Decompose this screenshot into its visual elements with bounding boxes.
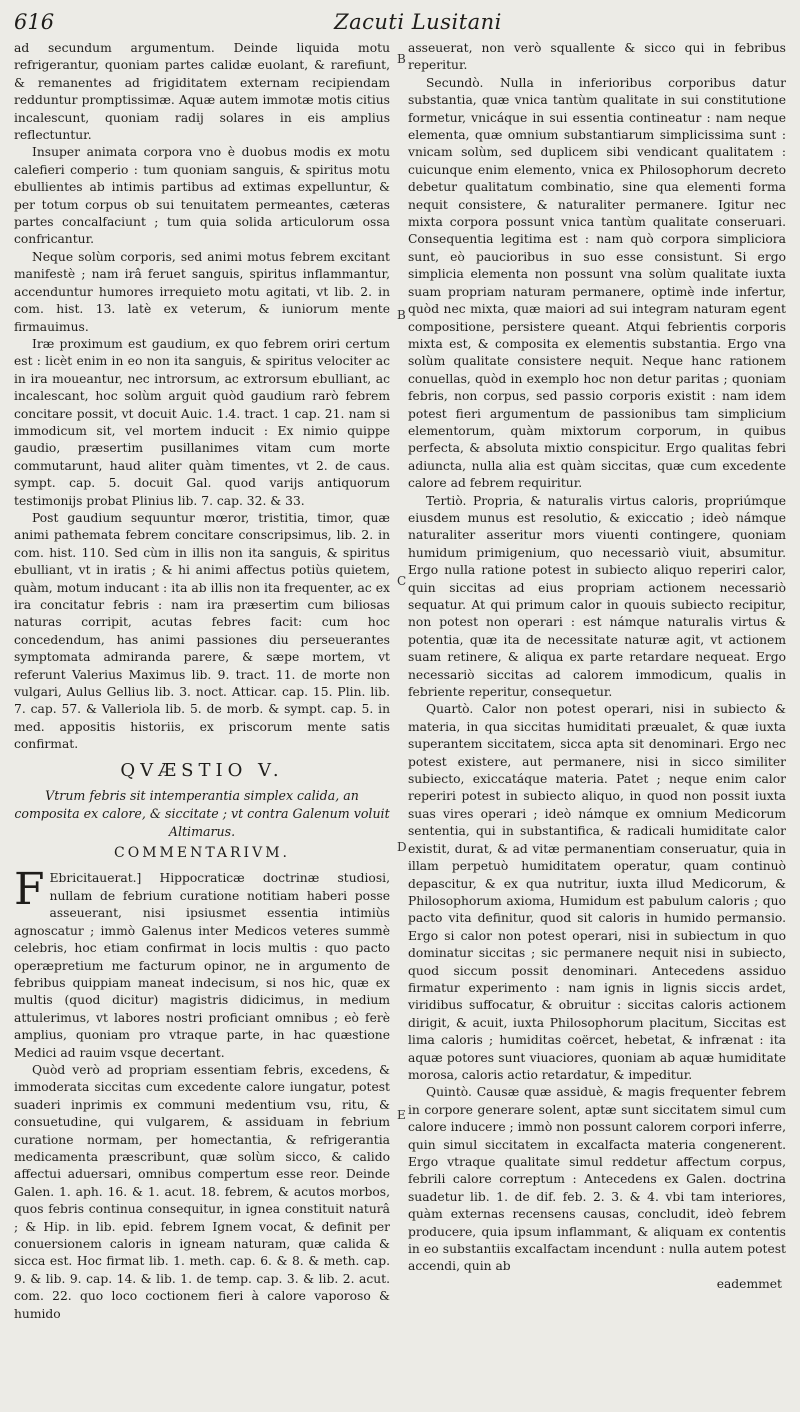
page-number: 616 xyxy=(14,10,55,34)
margin-letter: E xyxy=(397,1108,406,1122)
margin-letter: D xyxy=(397,840,407,854)
paragraph: Neque solùm corporis, sed animi motus febrem excitant manifestè ; nam irâ feruet sanguis, spiritus inflammantur, accenduntur humores irrequieto motu agitati, vt lib. 2. in com. hist. 13. latè ex veterum, & iuniorum mente firmauimus. xyxy=(14,249,390,334)
left-column xyxy=(14,40,390,1323)
paragraph-text: Ebricitauerat.] Hippocraticæ doctrinæ studiosi, nullam de febrium curatione notitiam haberi posse asseuerant, nisi ipsiusmet essentia intimiùs agnoscatur ; immò Galenus inter Medicos veteres summè celebris, hoc etiam confirmat in locis multis : quo pacto operæpretium me facturum opinor, ne in argumento de febribus quippiam maneat indecisum, si nos hic, quæ ex multis (quod dicitur) magistris didicimus, in medium attulerimus, vt labores nostri proficiant omnibus ; eò ferè amplius, quoniam pro vtraque parte, in hac quæstione Medici ad rauim vsque decertant. xyxy=(14,871,390,1060)
question-title: QVÆSTIO V. xyxy=(120,759,284,781)
commentary-first-paragraph xyxy=(14,864,390,1061)
paragraph: Tertiò. Propria, & naturalis virtus caloris, propriúmque eiusdem munus est resolutio, & exiccatio ; ideò námque naturaliter asseritur mors viuenti contingere, quoniam humidum primigenium, quo necessariò viuit, absumitur. Ergo nulla ratione potest in subiecto aliquo reperiri calor, quin siccitas ad eius propriam actionem necessariò sequatur. At qui primum calor in quouis subiecto recipitur, non potest non operari : est námque naturalis virtus & potentia, quæ ita de necessitate naturæ agit, vt actionem suam retinere, & aliqua ex parte retardare nequeat. Ergo necessariò siccitas ad calorem immodicum, qualis in febriente reperitur, consequetur. xyxy=(408,493,786,700)
running-title: Zacuti Lusitani xyxy=(334,10,502,34)
paragraph: Secundò. Nulla in inferioribus corporibus datur substantia, quæ vnica tantùm qualitate in sui constitutione formetur, vnicáque in sui essentia contineatur : nam neque elementa, quæ omnium substantiarum simplicissima sunt : vnicam solùm, sed duplicem sibi vendicant qualitatem : cuicunque enim elemento, vnica ex Philosophorum decreto debetur qualitatum combinatio, sine qua elementi forma nequit consistere, & naturaliter permanere. Igitur nec mixta corpora possunt vnica tantùm qualitate conseruari. Consequentia legitima est : nam quò corpora simpliciora sunt, eò paucioribus in suo esse consistunt. Si ergo simplicia elementa non possunt vna solùm qualitate iuxta suam propriam naturam permanere, optimè inde infertur, quòd nec mixta, quæ maiori ad sui integram naturam egent compositione, persistere queant. Atqui febrientis corporis mixta est, & composita ex elementis substantia. Ergo vna solùm qualitate consistere nequit. Neque hanc rationem conuellas, quòd in exemplo hoc non detur paritas ; quoniam febris, non corpus, sed passio corporis existit : nam idem potest fieri argumentum de passionibus tam simplicium elementorum, quàm mixtorum corporum, in quibus perfecta, & absoluta mixtio conspicitur. Ergo qualitas febri adiuncta, nulla alia est quàm siccitas, quæ cum excedente calore ad febrem requiritur. xyxy=(408,75,786,491)
margin-letter: B xyxy=(397,308,406,322)
paragraph: ad secundum argumentum. Deinde liquida motu refrigerantur, quoniam partes calidæ euolant, & rarefiunt, & remanentes ad frigiditatem externam recipiendam redduntur promptissimæ. Aquæ autem immotæ motis citius incalescunt, quoniam radij solares in eis amplius reflectuntur. xyxy=(14,41,390,143)
paragraph: asseuerat, non verò squallente & sicco qui in febribus reperitur. xyxy=(408,41,786,73)
margin-letter: C xyxy=(397,574,407,588)
paragraph: Quintò. Causæ quæ assiduè, & magis frequenter febrem in corpore generare solent, aptæ sunt siccitatem simul cum calore inducere ; immò non possunt calorem corpori inferre, quin simul siccitatem in excalfacta materia congenerent. Ergo vtraque qualitate simul reddetur affectum corpus, febrili calore correptum : Antecedens ex Galen. doctrina suadetur lib. 1. de dif. feb. 2. 3. & 4. vbi tam interiores, quàm externas recensens causas, concludit, ideò febrem producere, quia ipsum inflammant, & aliquam ex contentis in eo substantiis excalfactam incendunt : nulla autem potest accendi, quin ab xyxy=(408,1085,786,1274)
paragraph: Quòd verò ad propriam essentiam febris, excedens, & immoderata siccitas cum excedente calore iungatur, potest suaderi inprimis ex communi medentium vsu, ritu, & consuetudine, qui vulgarem, & assiduam in febrium curatione normam, per homectantia, & refrigerantia medicamenta præscribunt, quæ solùm sicco, & calido affectui aduersari, omnibus compertum esse reor. Deinde Galen. 1. aph. 16. & 1. acut. 18. febrem, & acutos morbos, quos febris continua consequitur, in ignea constituit naturâ ; & Hip. in lib. epid. febrem Ignem vocat, & definit per conuersionem caloris in igneam naturam, quæ calida & sicca est. Hoc firmat lib. 1. meth. cap. 6. & 8. & meth. cap. 9. & lib. 9. cap. 14. & lib. 1. de temp. cap. 3. & lib. 2. acut. com. 22. quo loco coctionem fieri à calore vaporoso & humido xyxy=(14,1062,390,1321)
paragraph: Quartò. Calor non potest operari, nisi in subiecto & materia, in qua siccitas humiditati præualet, & quæ iuxta superantem siccitatem, sicca apta sit denominari. Ergo nec potest existere, aut permanere, nisi in sicco similiter subiecto, exiccatáque materia. Patet ; neque enim calor reperiri potest in subiecto aliquo, in quod non possit iuxta suas vires operari ; ideò námque ex omnium Medicorum sententia, qui in substantifica, & radicali humiditate calor existit, durat, & ad vitæ permanentiam conseruatur, quia in illam perpetuò humiditatem operatur, quam continuò depascitur, & ex qua nutritur, iuxta illud Medicorum, & Philosophorum axioma, Humidum est pabulum caloris ; quo pacto vita definitur, quod sit caloris in humido permansio. Ergo si calor non potest operari, nisi in subiectum in quo dominatur siccitas ; sic permanere nequit nisi in subiecto, quod siccum possit denominari. Antecedens assiduo firmatur experimento : nam ignis in lignis siccis ardet, viridibus suffocatur, & obruitur : siccitas caloris actionem dirigit, & acuit, iuxta Philosophorum placitum, Siccitas est lima caloris ; humiditas coërcet, hebetat, & infrænat : ita aquæ potores sunt viuaciores, quoniam ab aquæ humiditate morosa, caloris actio retardatur, & impeditur. xyxy=(408,702,786,1082)
drop-cap: F xyxy=(14,864,45,916)
paragraph: Iræ proximum est gaudium, ex quo febrem oriri certum est : licèt enim in eo non ita sanguis, & spiritus velociter ac in ira moueantur, nec introrsum, ac extrorsum ebulliant, ac incalescant, hoc solùm arguit quòd gaudium rarò febrem concitare possit, vt docuit Auic. 1.4. tract. 1 cap. 21. nam si immodicum sit, vel mortem inducit : Ex nimio quippe gaudio, præsertim pusillanimes vitam cum morte commutarunt, haud aliter quàm timentes, vt 2. de caus. sympt. cap. 5. docuit Gal. quod varijs antiquorum testimonijs probat Plinius lib. 7. cap. 32. & 33. xyxy=(14,336,390,508)
commentary-title: COMMENTARIVM. xyxy=(114,845,290,862)
catchword: eademmet xyxy=(716,1276,782,1291)
paragraph: Post gaudium sequuntur mœror, tristitia, timor, quæ animi pathemata febrem concitare conscripsimus, lib. 2. in com. hist. 110. Sed cùm in illis non ita sanguis, & spiritus ebulliant, vt in iratis ; & hi animi affectus potiùs quietem, quàm, motum inducant : ita ab illis non ita frequenter, ac ex ira concitatur febris : nam ira præsertim cum biliosas naturas corripit, acutas febres facit: cum hoc concedendum, has animi passiones diu perseuerantes symptomata admiranda parere, & sæpe mortem, vt referunt Valerius Maximus lib. 9. tract. 11. de morte non vulgari, Aulus Gellius lib. 3. noct. Atticar. cap. 15. Plin. lib. 7. cap. 57. & Valleriola lib. 5. de morb. & sympt. cap. 5. in med. appositis historiis, ex priscorum mente satis confirmat. xyxy=(14,510,390,752)
margin-letter: B xyxy=(397,52,406,66)
right-column xyxy=(408,40,786,1293)
paragraph: Insuper animata corpora vno è duobus modis ex motu calefieri comperio : tum quoniam sanguis, & spiritus motu ebullientes ab intimis partibus ad extimas expelluntur, & per totum corpus ob sui tenuitatem permeantes, cæteras partes concalfaciunt ; tum quia solida articulorum ossa confricantur. xyxy=(14,145,390,247)
question-subtitle: Vtrum febris sit intemperantia simplex calida, an composita ex calore, & siccitate ; vt contra Galenum voluit Altimarus. xyxy=(14,788,390,840)
